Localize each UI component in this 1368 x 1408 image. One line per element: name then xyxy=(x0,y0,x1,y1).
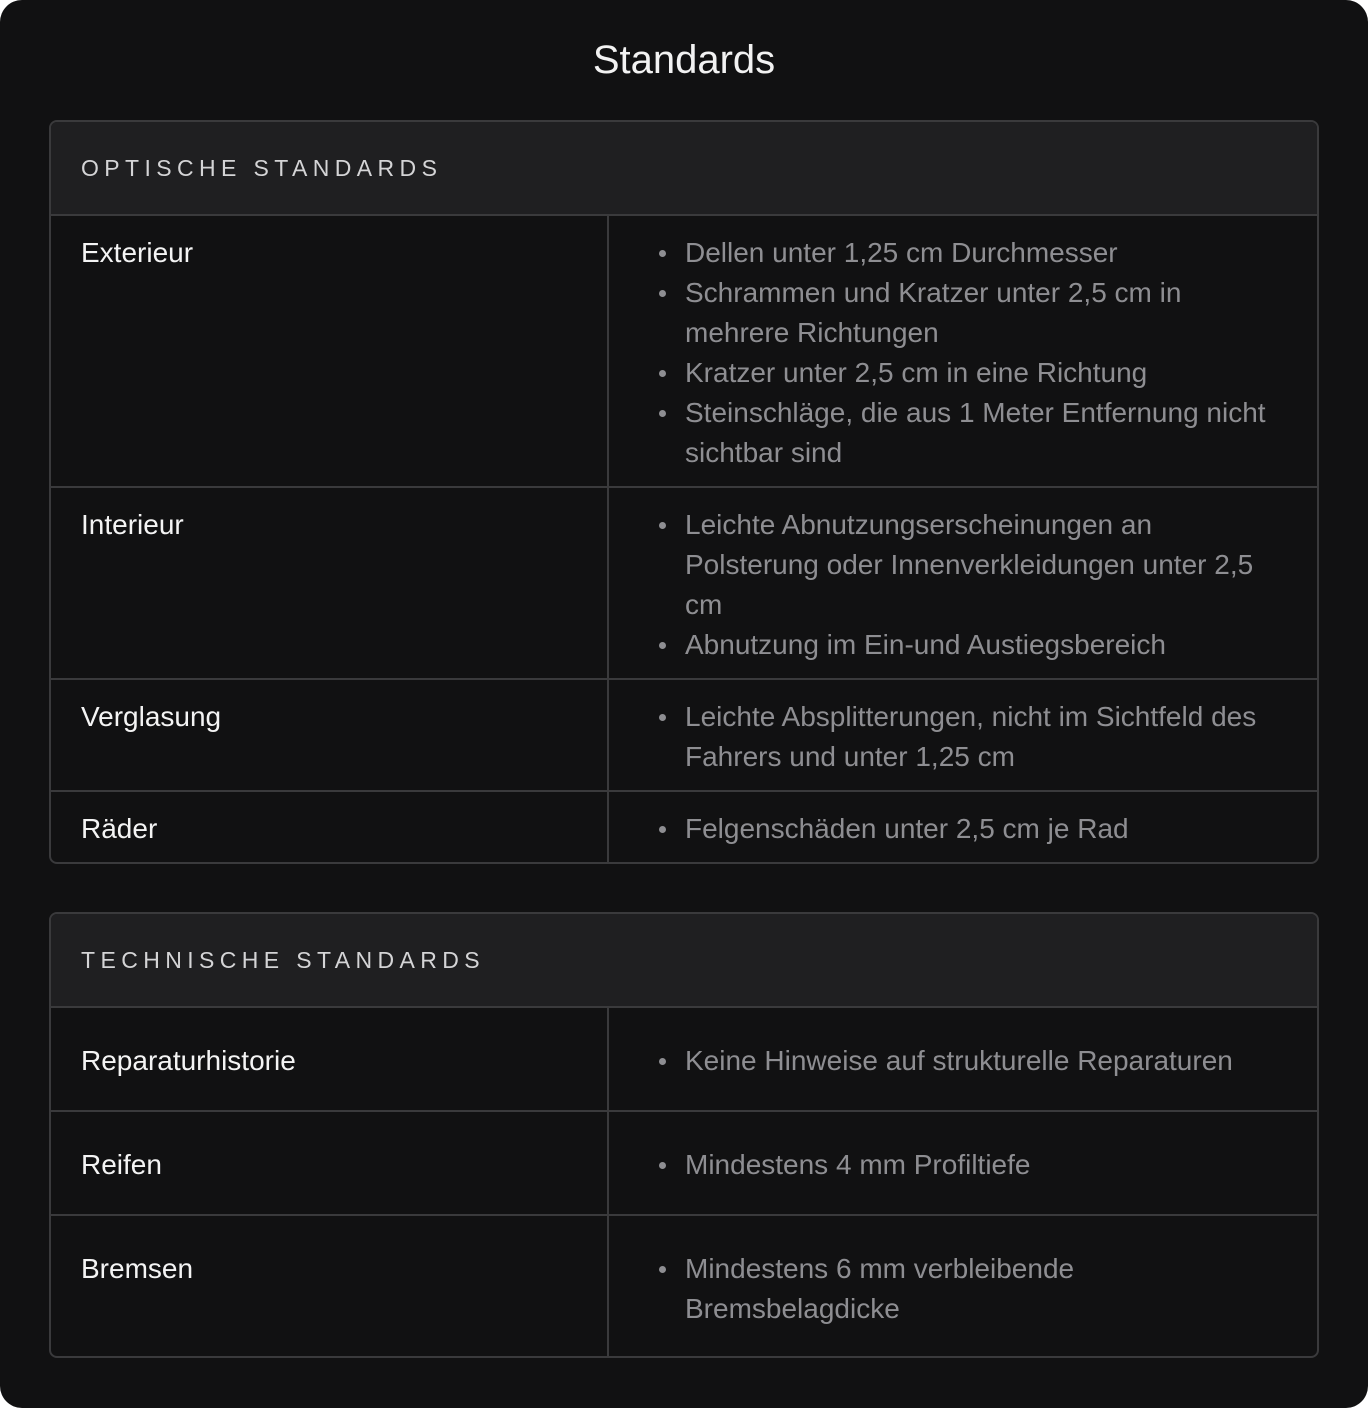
table-row-reifen xyxy=(51,1112,1317,1216)
table-row-exterieur xyxy=(51,216,1317,488)
row-label: Bremsen xyxy=(51,1216,609,1356)
row-label: Exterieur xyxy=(51,216,609,486)
table-row-bremsen xyxy=(51,1216,1317,1356)
row-criteria xyxy=(609,680,1317,790)
row-criteria xyxy=(609,488,1317,678)
table-row-interieur xyxy=(51,488,1317,680)
row-label: Verglasung xyxy=(51,680,609,790)
list-item: Dellen unter 1,25 cm Durchmesser xyxy=(657,233,1293,273)
list-item: Schrammen und Kratzer unter 2,5 cm in mehrere Richtungen xyxy=(657,273,1293,353)
row-label: Reifen xyxy=(51,1112,609,1214)
row-criteria xyxy=(609,1008,1317,1110)
table-row-reparaturhistorie xyxy=(51,1008,1317,1112)
optische-standards-table xyxy=(49,120,1319,864)
list-item: Steinschläge, die aus 1 Meter Entfernung nicht sichtbar sind xyxy=(657,393,1293,473)
list-item: Mindestens 6 mm verbleibende Bremsbelagdicke xyxy=(657,1249,1293,1329)
list-item: Felgenschäden unter 2,5 cm je Rad xyxy=(657,809,1293,849)
table-row-raeder xyxy=(51,792,1317,862)
row-label: Interieur xyxy=(51,488,609,678)
technische-standards-table xyxy=(49,912,1319,1358)
row-criteria xyxy=(609,216,1317,486)
page-title: Standards xyxy=(592,38,776,82)
row-label: Reparaturhistorie xyxy=(51,1008,609,1110)
section-heading: OPTISCHE STANDARDS xyxy=(81,154,443,181)
row-criteria xyxy=(609,1112,1317,1214)
row-criteria xyxy=(609,792,1317,862)
table-row-verglasung xyxy=(51,680,1317,792)
row-criteria xyxy=(609,1216,1317,1356)
list-item: Leichte Abnutzungserscheinungen an Polsterung oder Innenverkleidungen unter 2,5 cm xyxy=(657,505,1293,625)
list-item: Leichte Absplitterungen, nicht im Sichtfeld des Fahrers und unter 1,25 cm xyxy=(657,697,1293,777)
row-label: Räder xyxy=(51,792,609,862)
section-header xyxy=(51,122,1317,216)
list-item: Mindestens 4 mm Profiltiefe xyxy=(657,1145,1293,1185)
list-item: Keine Hinweise auf strukturelle Reparaturen xyxy=(657,1041,1293,1081)
list-item: Kratzer unter 2,5 cm in eine Richtung xyxy=(657,353,1293,393)
list-item: Abnutzung im Ein-und Austiegsbereich xyxy=(657,625,1293,665)
section-header xyxy=(51,914,1317,1008)
section-heading: TECHNISCHE STANDARDS xyxy=(81,946,486,973)
